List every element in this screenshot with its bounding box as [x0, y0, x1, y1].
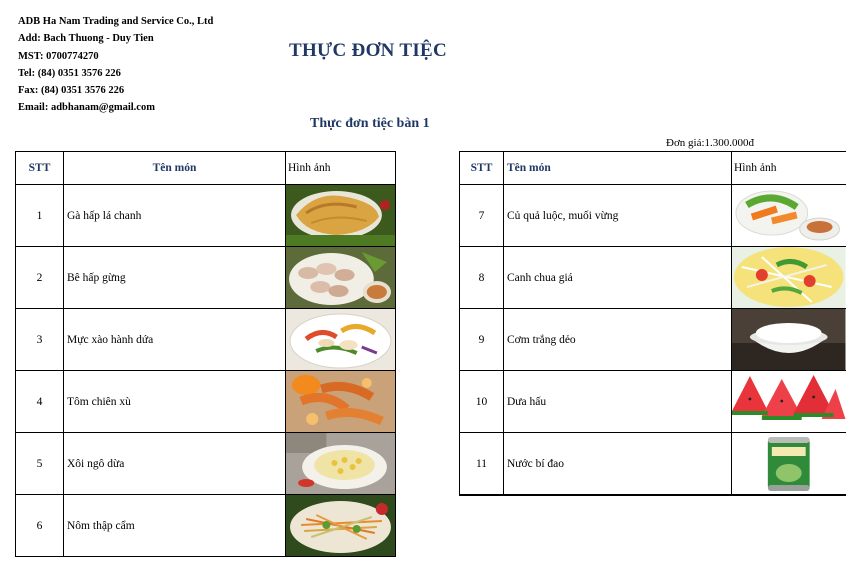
header-stt: STT [460, 152, 504, 185]
dish-photo-mixed-salad [286, 495, 396, 557]
dish-photo-fried-shrimp [286, 371, 396, 433]
row-stt: 5 [16, 433, 64, 495]
row-stt: 1 [16, 185, 64, 247]
company-fax: Fax: (84) 0351 3576 226 [18, 85, 125, 97]
table-row [16, 309, 396, 371]
dish-name: Cơm trắng dẻo [504, 309, 732, 371]
row-stt: 6 [16, 495, 64, 557]
row-stt: 2 [16, 247, 64, 309]
dish-photo-winter-melon-drink-can [732, 433, 846, 496]
header-name: Tên món [504, 152, 732, 185]
row-stt: 7 [460, 185, 504, 247]
dish-name: Củ quả luộc, muối vừng [504, 185, 732, 247]
table-row [16, 371, 396, 433]
dish-photo-sour-soup [732, 247, 846, 309]
row-stt: 9 [460, 309, 504, 371]
dish-name: Canh chua giá [504, 247, 732, 309]
company-name: ADB Ha Nam Trading and Service Co., Ltd [18, 16, 214, 27]
table-row [460, 185, 846, 247]
company-tax-code: MST: 0700774270 [18, 50, 99, 62]
dish-photo-steamed-chicken [286, 185, 396, 247]
table-row [460, 371, 846, 433]
header-name: Tên món [64, 152, 286, 185]
dish-name: Bê hấp gừng [64, 247, 286, 309]
dish-photo-watermelon [732, 371, 846, 433]
dish-name: Tôm chiên xù [64, 371, 286, 433]
table-row [16, 433, 396, 495]
dish-name: Mực xào hành dứa [64, 309, 286, 371]
dish-name: Nôm thập cẩm [64, 495, 286, 557]
row-stt: 8 [460, 247, 504, 309]
row-stt: 3 [16, 309, 64, 371]
row-stt: 11 [460, 433, 504, 496]
page-title: THỰC ĐƠN TIỆC [289, 40, 448, 61]
company-info [18, 13, 213, 117]
table-row [16, 247, 396, 309]
table-row [460, 309, 846, 371]
company-email: Email: adbhanam@gmail.com [18, 102, 155, 114]
dish-name: Xôi ngô dừa [64, 433, 286, 495]
menu-table-right [459, 151, 846, 496]
dish-photo-corn-sticky-rice [286, 433, 396, 495]
dish-name: Gà hấp lá chanh [64, 185, 286, 247]
company-address: Add: Bach Thuong - Duy Tien [18, 33, 154, 45]
menu-subtitle: Thực đơn tiệc bàn 1 [310, 116, 430, 131]
unit-price: Đơn giá:1.300.000đ [666, 137, 755, 149]
table-header-row [16, 152, 396, 185]
menu-table-left [15, 151, 396, 557]
dish-photo-stir-fried-squid [286, 309, 396, 371]
table-header-row [460, 152, 846, 185]
company-tel: Tel: (84) 0351 3576 226 [18, 67, 121, 79]
table-row [16, 185, 396, 247]
table-row [460, 247, 846, 309]
header-image: Hình ảnh [286, 152, 396, 185]
table-row [16, 495, 396, 557]
table-row [460, 433, 846, 496]
row-stt: 10 [460, 371, 504, 433]
dish-name: Nước bí đao [504, 433, 732, 496]
dish-name: Dưa hấu [504, 371, 732, 433]
dish-photo-steamed-veal [286, 247, 396, 309]
dish-photo-boiled-vegetables [732, 185, 846, 247]
header-image: Hình ảnh [732, 152, 846, 185]
header-stt: STT [16, 152, 64, 185]
dish-photo-white-rice [732, 309, 846, 371]
row-stt: 4 [16, 371, 64, 433]
